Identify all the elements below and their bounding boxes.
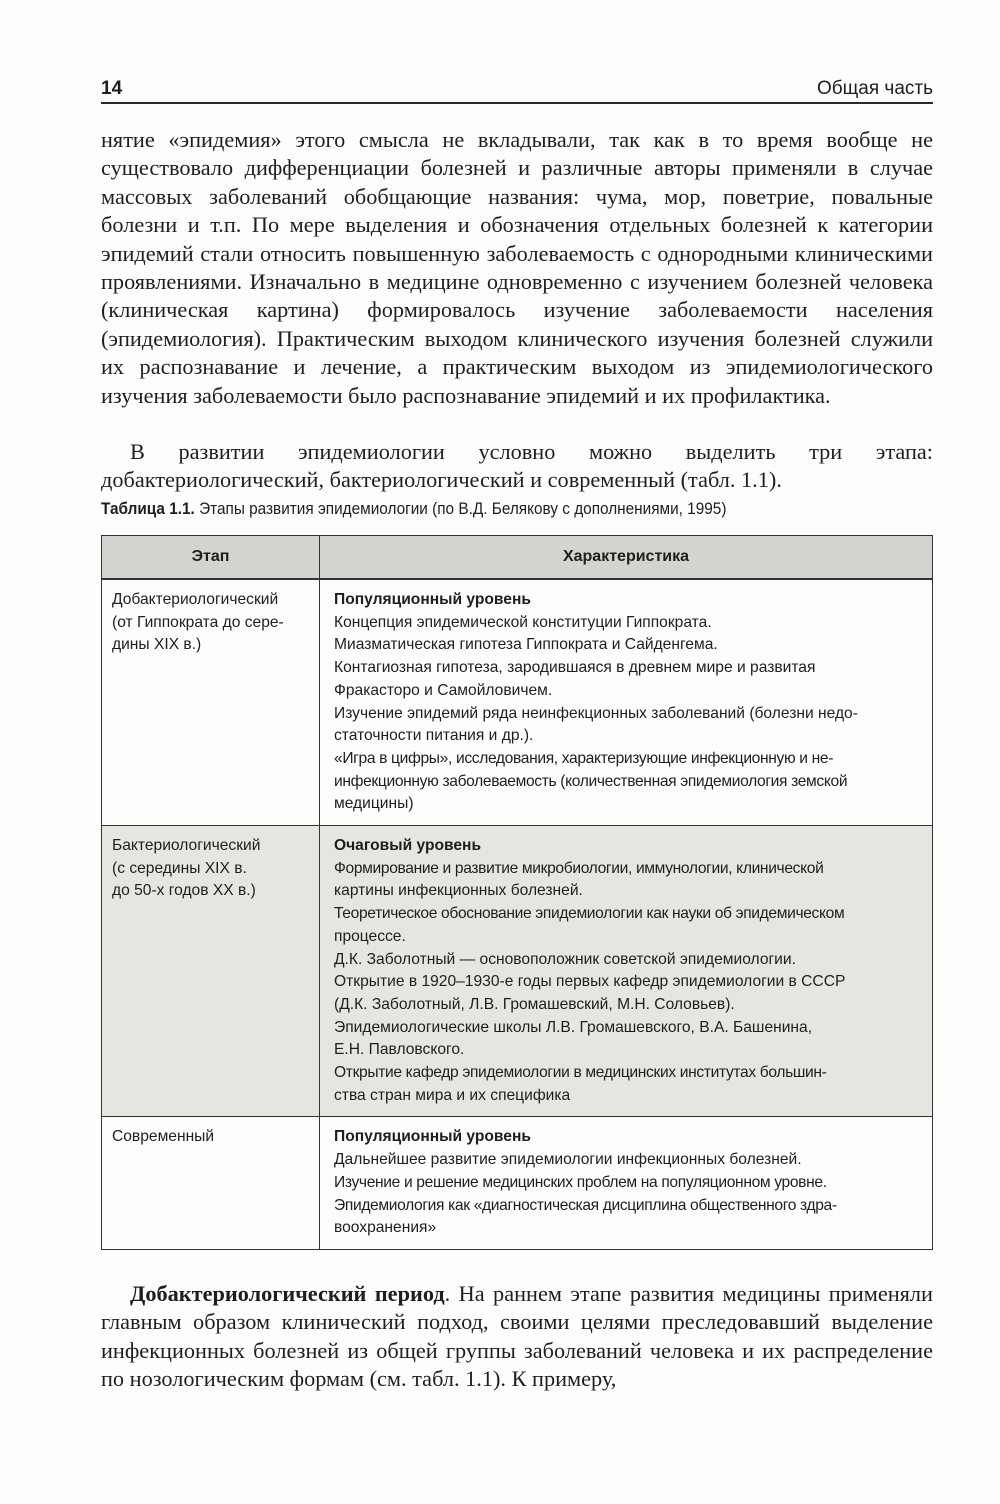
level-heading: Очаговый уровень: [334, 837, 482, 855]
characteristic-cell: [320, 579, 933, 826]
characteristic-line: Формирование и развитие микробиологии, иммунологии, клинической: [334, 859, 824, 877]
characteristic-line: процессе.: [334, 927, 406, 945]
stage-cell: [102, 826, 320, 1117]
characteristic-line: «Игра в цифры», исследования, характеризующие инфекционную и не-: [334, 749, 834, 767]
running-header: [101, 76, 933, 104]
stage-period: до 50-х годов XX в.): [112, 882, 256, 900]
characteristic-line: статочности питания и др.).: [334, 727, 534, 745]
characteristic-line: Открытие кафедр эпидемиологии в медицинских институтах большин-: [334, 1064, 827, 1082]
characteristic-line: воохранения»: [334, 1219, 437, 1237]
characteristic-line: Миазматическая гипотеза Гиппократа и Сайденгема.: [334, 636, 718, 654]
epidemiology-stages-table: [101, 535, 933, 1250]
table-caption: [101, 500, 875, 519]
stage-period: дины XIX в.): [112, 636, 202, 654]
characteristic-line: Теоретическое обоснование эпидемиологии как науки об эпидемическом: [334, 905, 845, 923]
stage-name: Добактериологический: [112, 591, 279, 608]
period-description: . На раннем этапе развития медицины применяли главным образом клинический подход, своими целями преследовавший выделение инфекционных болезней из общей группы заболеваний человека и их распределение по нозологическим формам (см. табл. 1.1). К примеру,: [101, 1281, 933, 1392]
characteristic-cell: [320, 826, 933, 1117]
characteristic-line: Изучение и решение медицинских проблем на популяционном уровне.: [334, 1173, 827, 1191]
stage-cell: [102, 1117, 320, 1250]
characteristic-cell: [320, 1117, 933, 1250]
characteristic-line: Открытие в 1920–1930-е годы первых кафедр эпидемиологии в СССР: [334, 973, 846, 991]
column-header-characteristic: Характеристика: [320, 536, 933, 580]
paragraph-prebacteriological-period: [101, 1280, 933, 1394]
characteristic-line: медицины): [334, 795, 414, 813]
column-header-stage: Этап: [102, 536, 320, 580]
characteristic-line: картины инфекционных болезней.: [334, 882, 583, 900]
characteristic-line: Е.Н. Павловского.: [334, 1041, 465, 1059]
stage-cell: [102, 579, 320, 826]
stage-period: (от Гиппократа до сере-: [112, 613, 284, 631]
characteristic-line: Эпидемиология как «диагностическая дисциплина общественного здра-: [334, 1196, 837, 1214]
stage-period: (с середины XIX в.: [112, 859, 247, 877]
table-row-bacteriological: [102, 826, 933, 1117]
level-heading: Популяционный уровень: [334, 591, 531, 608]
paragraph-stages-intro: В развитии эпидемиологии условно можно выделить три этапа: добактериологический, бактериологический и современный (табл. 1.1).: [101, 439, 933, 493]
level-heading: Популяционный уровень: [334, 1128, 531, 1146]
paragraph-intro-continuation: нятие «эпидемия» этого смысла не вкладывали, так как в то время вообще не существовало дифференциации болезней и различные авторы применяли в случае массовых заболеваний обобщающие названия: чума, мор, поветрие, повальные болезни и т.п. По мере выделения и обозначения отдельных болезней к категории эпидемий стали относить повышенную заболеваемость с однородными клиническими проявлениями. Изначально в медицине одновременно с изучением болезней человека (клиническая картина) формировалось изучение заболеваемости населения (эпидемиология). Практическим выходом клинического изучения болезней служили их распознавание и лечение, а практическим выходом из эпидемиологического изучения заболеваемости было распознавание эпидемий и их профилактика.: [101, 127, 933, 408]
period-term: Добактериологический период: [130, 1281, 445, 1306]
table-row-prebacteriological: [102, 579, 933, 826]
characteristic-line: Контагиозная гипотеза, зародившаяся в древнем мире и развитая: [334, 659, 816, 677]
table-row-modern: [102, 1117, 933, 1250]
characteristic-line: ства стран мира и их специфика: [334, 1086, 571, 1104]
characteristic-line: (Д.К. Заболотный, Л.В. Громашевский, М.Н. Соловьев).: [334, 995, 735, 1013]
characteristic-line: Изучение эпидемий ряда неинфекционных заболеваний (болезни недо-: [334, 704, 858, 722]
characteristic-line: инфекционную заболеваемость (количественная эпидемиология земской: [334, 772, 848, 790]
page-number: 14: [101, 78, 123, 99]
characteristic-line: Фракасторо и Самойловичем.: [334, 681, 553, 699]
stage-name: Современный: [112, 1128, 215, 1146]
characteristic-line: Эпидемиологические школы Л.В. Громашевского, В.А. Башенина,: [334, 1018, 813, 1036]
table-header-row: [102, 536, 933, 580]
section-title: Общая часть: [817, 78, 933, 99]
stage-name: Бактериологический: [112, 837, 261, 855]
characteristic-line: Дальнейшее развитие эпидемиологии инфекционных болезней.: [334, 1151, 802, 1169]
table-caption-text: Этапы развития эпидемиологии (по В.Д. Белякову с дополнениями, 1995): [194, 500, 727, 518]
table-caption-label: Таблица 1.1.: [101, 500, 195, 518]
characteristic-line: Д.К. Заболотный — основоположник советской эпидемиологии.: [334, 950, 796, 968]
characteristic-line: Концепция эпидемической конституции Гиппократа.: [334, 613, 712, 631]
